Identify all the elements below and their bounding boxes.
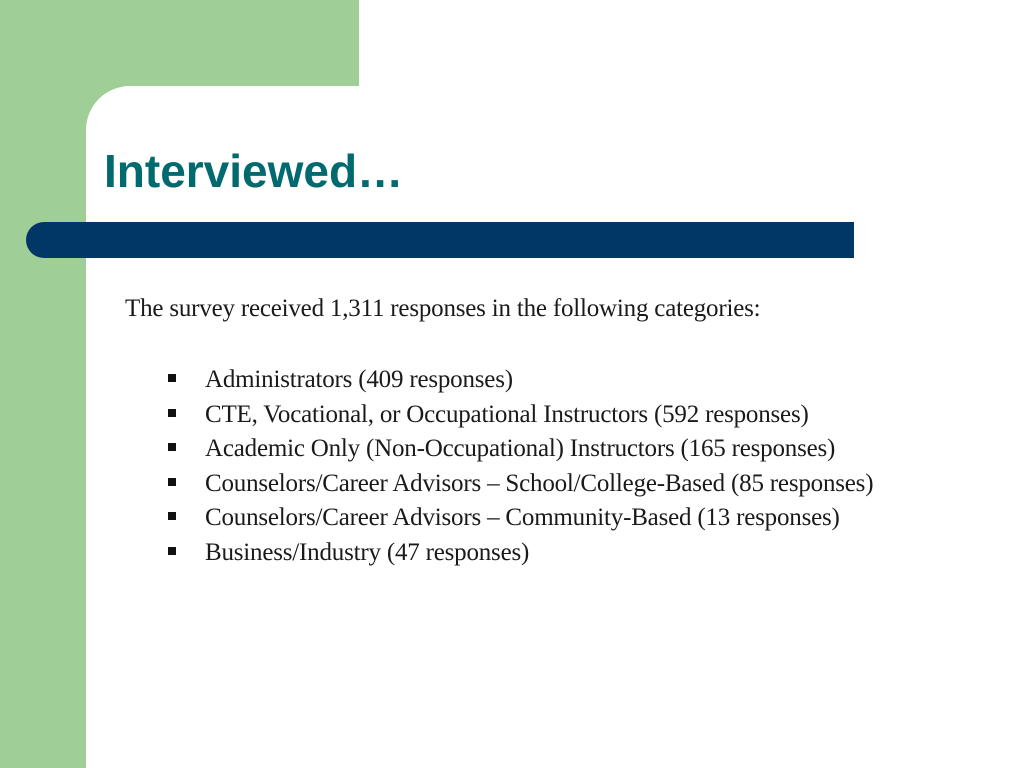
square-bullet-icon: [168, 409, 176, 417]
category-label: Counselors/Career Advisors – School/College-Based (85 responses): [205, 469, 874, 497]
category-label: Administrators (409 responses): [205, 366, 513, 393]
slide-title: Interviewed…: [104, 145, 404, 197]
square-bullet-icon: [168, 512, 176, 520]
category-label: Business/Industry (47 responses): [205, 538, 530, 566]
square-bullet-icon: [168, 478, 176, 486]
category-label: Counselors/Career Advisors – Community-Based (13 responses): [205, 504, 840, 532]
intro-text: The survey received 1,311 responses in the following categories:: [125, 295, 761, 322]
title-underline-bar: [26, 222, 854, 258]
category-label: Academic Only (Non-Occupational) Instructors (165 responses): [205, 435, 836, 463]
square-bullet-icon: [168, 443, 176, 451]
category-label: CTE, Vocational, or Occupational Instructors (592 responses): [205, 400, 809, 428]
square-bullet-icon: [168, 547, 176, 555]
square-bullet-icon: [168, 374, 176, 382]
